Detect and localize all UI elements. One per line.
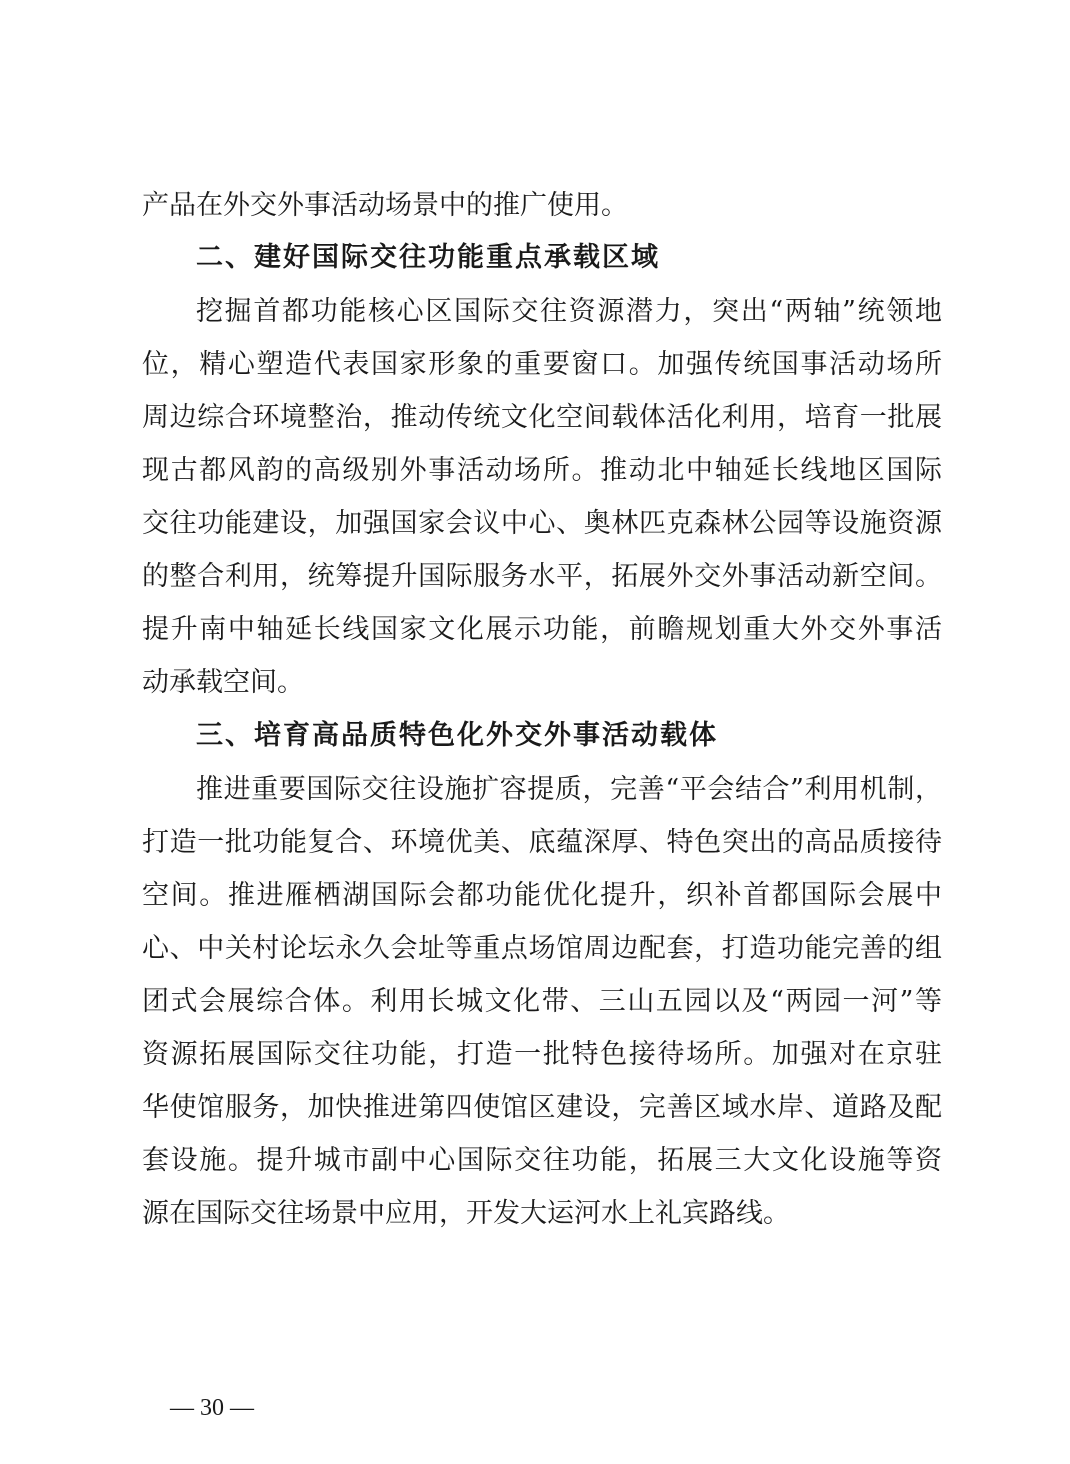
paragraph-line: 交往功能建设，加强国家会议中心、奥林匹克森林公园等设施资源 <box>142 508 942 539</box>
paragraph-line: 提升南中轴延长线国家文化展示功能，前瞻规划重大外交外事活 <box>142 614 942 645</box>
intro-line: 产品在外交外事活动场景中的推广使用。 <box>142 190 628 221</box>
paragraph-line: 位，精心塑造代表国家形象的重要窗口。加强传统国事活动场所 <box>142 349 942 380</box>
paragraph-line: 空间。推进雁栖湖国际会都功能优化提升，织补首都国际会展中 <box>142 880 942 911</box>
paragraph-line: 挖掘首都功能核心区国际交往资源潜力，突出“两轴”统领地 <box>196 296 942 327</box>
paragraph-line: 推进重要国际交往设施扩容提质，完善“平会结合”利用机制， <box>196 774 942 805</box>
paragraph-line: 资源拓展国际交往功能，打造一批特色接待场所。加强对在京驻 <box>142 1039 942 1070</box>
paragraph-line: 华使馆服务，加快推进第四使馆区建设，完善区域水岸、道路及配 <box>142 1092 942 1123</box>
paragraph-line: 套设施。提升城市副中心国际交往功能，拓展三大文化设施等资 <box>142 1145 942 1176</box>
paragraph-line: 团式会展综合体。利用长城文化带、三山五园以及“两园一河”等 <box>142 986 942 1017</box>
paragraph-line: 源在国际交往场景中应用，开发大运河水上礼宾路线。 <box>142 1198 790 1229</box>
paragraph-line: 打造一批功能复合、环境优美、底蕴深厚、特色突出的高品质接待 <box>142 827 942 858</box>
section3-heading: 三、培育高品质特色化外交外事活动载体 <box>196 720 718 751</box>
paragraph-line: 心、中关村论坛永久会址等重点场馆周边配套，打造功能完善的组 <box>142 933 942 964</box>
paragraph-line: 周边综合环境整治，推动传统文化空间载体活化利用，培育一批展 <box>142 402 942 433</box>
section2-heading: 二、建好国际交往功能重点承载区域 <box>196 242 660 273</box>
paragraph-line: 动承载空间。 <box>142 667 304 698</box>
paragraph-line: 现古都风韵的高级别外事活动场所。推动北中轴延长线地区国际 <box>142 455 942 486</box>
paragraph-line: 的整合利用，统筹提升国际服务水平，拓展外交外事活动新空间。 <box>142 561 942 592</box>
page-number: — 30 — <box>170 1395 254 1421</box>
